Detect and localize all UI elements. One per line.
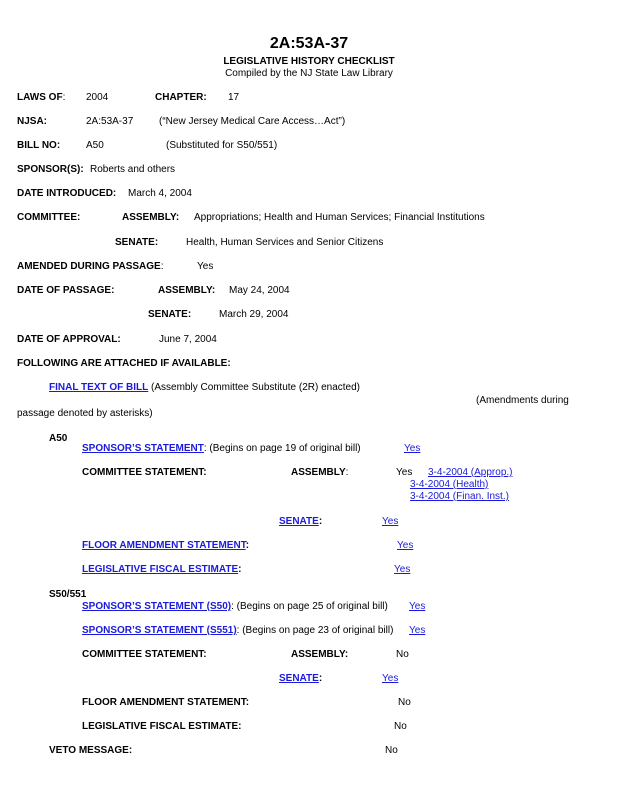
a50-label: A50 <box>49 433 68 444</box>
page-subtitle: LEGISLATIVE HISTORY CHECKLIST <box>223 56 395 67</box>
laws-of-colon: : <box>62 92 66 103</box>
date-introduced-label: DATE INTRODUCED: <box>17 188 117 199</box>
a50-senate-line <box>279 516 322 527</box>
a50-floor-colon: : <box>245 540 250 551</box>
s50-sponsor-note: : (Begins on page 25 of original bill) <box>231 601 388 612</box>
amended-label: AMENDED DURING PASSAGE <box>17 261 161 272</box>
laws-of-label: LAWS OF <box>17 92 63 103</box>
a50-floor-line <box>82 540 249 551</box>
a50-assembly-finan-link[interactable]: 3-4-2004 (Finan. Inst.) <box>410 491 509 502</box>
a50-assembly-label: ASSEMBLY <box>291 467 346 478</box>
s50-senate-yes-link[interactable]: Yes <box>382 673 399 684</box>
njsa-label: NJSA: <box>17 116 48 127</box>
veto-label: VETO MESSAGE: <box>49 745 133 756</box>
s50-floor-value: No <box>398 697 411 708</box>
s50-floor-label: FLOOR AMENDMENT STATEMENT: <box>82 697 250 708</box>
page-title: 2A:53A-37 <box>269 35 349 52</box>
attached-heading: FOLLOWING ARE ATTACHED IF AVAILABLE: <box>17 358 231 369</box>
compiled-by: Compiled by the NJ State Law Library <box>225 68 393 79</box>
s50-senate-link[interactable]: SENATE <box>279 673 319 684</box>
a50-senate-yes-link[interactable]: Yes <box>382 516 399 527</box>
final-text-note: (Assembly Committee Substitute (2R) enacted) <box>148 382 361 393</box>
a50-senate-colon: : <box>318 516 323 527</box>
committee-senate-label: SENATE: <box>115 237 159 248</box>
senate-committees: Health, Human Services and Senior Citizens <box>186 237 384 248</box>
s50-assembly-label: ASSEMBLY: <box>291 649 349 660</box>
a50-sponsor-line <box>82 443 361 454</box>
date-approval-label: DATE OF APPROVAL: <box>17 334 121 345</box>
a50-sponsor-statement-link[interactable]: SPONSOR’S STATEMENT <box>82 443 204 454</box>
njsa-title: (“New Jersey Medical Care Access…Act”) <box>159 116 346 127</box>
s50-label: S50/551 <box>49 589 87 600</box>
a50-assembly-value: Yes <box>396 467 413 478</box>
s50-sponsor-yes-link[interactable]: Yes <box>409 601 426 612</box>
s50-senate-line <box>279 673 322 684</box>
date-introduced-value: March 4, 2004 <box>128 188 192 199</box>
s50-senate-colon: : <box>318 673 323 684</box>
s50-sponsor-line <box>82 601 388 612</box>
passage-senate-value: March 29, 2004 <box>219 309 289 320</box>
passage-assembly-value: May 24, 2004 <box>229 285 290 296</box>
a50-assembly-colon: : <box>345 467 349 478</box>
a50-sponsor-yes-link[interactable]: Yes <box>404 443 421 454</box>
laws-of-label-group <box>17 92 65 103</box>
s551-sponsor-line <box>82 625 393 636</box>
s50-fiscal-label: LEGISLATIVE FISCAL ESTIMATE: <box>82 721 242 732</box>
a50-assembly-approp-link[interactable]: 3-4-2004 (Approp.) <box>428 467 513 478</box>
s551-sponsor-yes-link[interactable]: Yes <box>409 625 426 636</box>
passage-senate-label: SENATE: <box>148 309 192 320</box>
sponsors-value: Roberts and others <box>90 164 176 175</box>
committee-assembly-label: ASSEMBLY: <box>122 212 180 223</box>
date-approval-value: June 7, 2004 <box>159 334 217 345</box>
assembly-committees: Appropriations; Health and Human Services; Financial Institutions <box>194 212 485 223</box>
amended-label-group <box>17 261 164 272</box>
a50-senate-link[interactable]: SENATE <box>279 516 319 527</box>
amended-colon: : <box>160 261 164 272</box>
a50-sponsor-note: : (Begins on page 19 of original bill) <box>203 443 361 454</box>
s551-sponsor-note: : (Begins on page 23 of original bill) <box>236 625 394 636</box>
s50-assembly-value: No <box>396 649 409 660</box>
passage-note: passage denoted by asterisks) <box>17 408 153 419</box>
a50-assembly-label-group <box>291 467 348 478</box>
amended-value: Yes <box>197 261 214 272</box>
committee-label: COMMITTEE: <box>17 212 81 223</box>
sponsors-label: SPONSOR(S): <box>17 164 84 175</box>
laws-of-value: 2004 <box>86 92 109 103</box>
passage-assembly-label: ASSEMBLY: <box>158 285 216 296</box>
s551-sponsor-statement-link[interactable]: SPONSOR’S STATEMENT (S551) <box>82 625 237 636</box>
njsa-value: 2A:53A-37 <box>86 116 134 127</box>
bill-no-note: (Substituted for S50/551) <box>166 140 278 151</box>
a50-fiscal-yes-link[interactable]: Yes <box>394 564 411 575</box>
a50-fiscal-colon: : <box>238 564 242 575</box>
chapter-label: CHAPTER: <box>155 92 207 103</box>
bill-no-value: A50 <box>86 140 104 151</box>
s50-sponsor-statement-link[interactable]: SPONSOR’S STATEMENT (S50) <box>82 601 232 612</box>
final-text-line <box>49 382 360 393</box>
a50-committee-label: COMMITTEE STATEMENT: <box>82 467 207 478</box>
a50-assembly-health-link[interactable]: 3-4-2004 (Health) <box>410 479 489 490</box>
amendments-note: (Amendments during <box>476 395 569 406</box>
chapter-value: 17 <box>228 92 240 103</box>
s50-fiscal-value: No <box>394 721 407 732</box>
veto-value: No <box>385 745 398 756</box>
a50-fiscal-estimate-link[interactable]: LEGISLATIVE FISCAL ESTIMATE <box>82 564 239 575</box>
bill-no-label: BILL NO: <box>17 140 61 151</box>
final-text-link[interactable]: FINAL TEXT OF BILL <box>49 382 149 393</box>
a50-floor-yes-link[interactable]: Yes <box>397 540 414 551</box>
a50-floor-amendment-link[interactable]: FLOOR AMENDMENT STATEMENT <box>82 540 246 551</box>
date-passage-label: DATE OF PASSAGE: <box>17 285 115 296</box>
s50-committee-label: COMMITTEE STATEMENT: <box>82 649 207 660</box>
a50-fiscal-line <box>82 564 241 575</box>
